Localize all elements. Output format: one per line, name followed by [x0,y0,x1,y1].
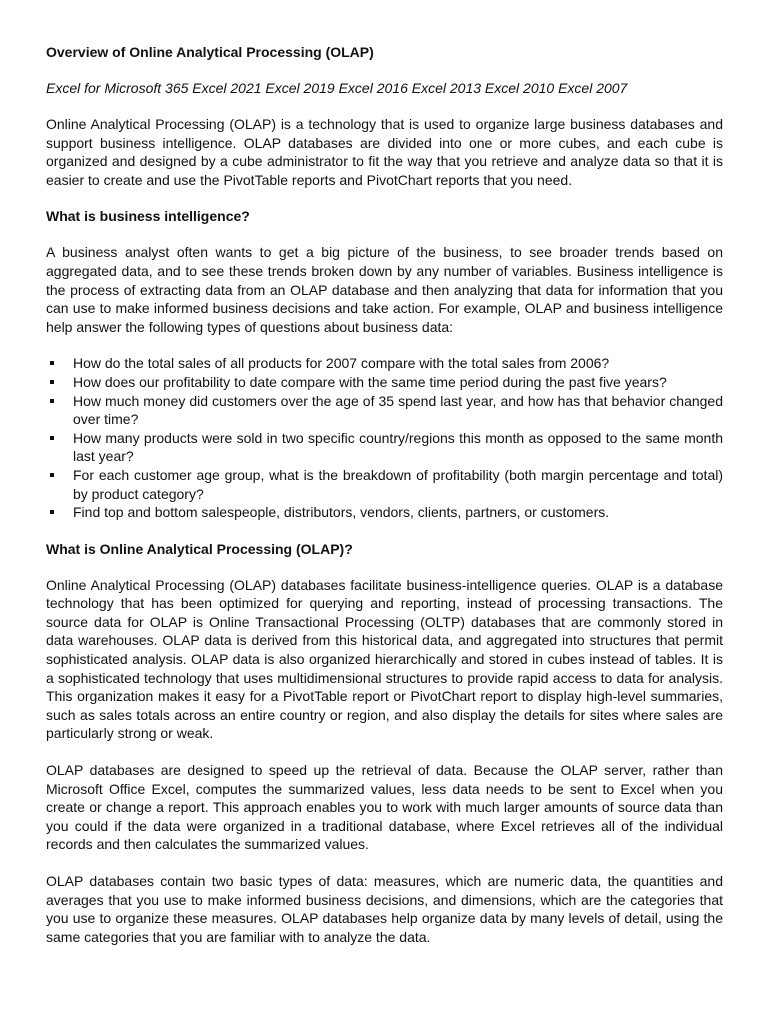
bullet-icon [50,436,54,440]
bullet-icon [50,473,54,477]
document-title: Overview of Online Analytical Processing (OLAP) [46,44,374,60]
list-item [46,503,723,522]
question-list [46,354,723,521]
intro-paragraph: Online Analytical Processing (OLAP) is a technology that is used to organize large business databases and support business intelligence. OLAP databases are divided into one or more cubes, and each cube is organized and designed by a cube administrator to fit the way that you retrieve and analyze data so that it is easier to create and use the PivotTable reports and PivotChart reports that you need. [46,116,723,188]
bullet-icon [50,510,54,514]
list-item [46,373,723,392]
list-item-text: How many products were sold in two specific country/regions this month as opposed to the same month last year? [73,429,723,465]
bullet-icon [50,399,54,403]
bullet-icon [50,361,54,365]
bullet-icon [50,380,54,384]
list-item-text: For each customer age group, what is the breakdown of profitability (both margin percentage and total) by product category? [73,466,723,502]
olap-paragraph-3: OLAP databases contain two basic types of data: measures, which are numeric data, the quantities and averages that you use to make informed business decisions, and dimensions, which are the categories that you use to organize these measures. OLAP databases help organize data by many levels of detail, using the same categories that you are familiar with to analyze the data. [46,873,723,945]
olap-paragraph-1: Online Analytical Processing (OLAP) databases facilitate business-intelligence queries. OLAP is a database technology that has been optimized for querying and reporting, instead of processing transactions. The source data for OLAP is Online Transactional Processing (OLTP) databases that are commonly stored in data warehouses. OLAP data is derived from this historical data, and aggregated into structures that permit sophisticated analysis. OLAP data is also organized hierarchically and stored in cubes instead of tables. It is a sophisticated technology that uses multidimensional structures to provide rapid access to data for analysis. This organization makes it easy for a PivotTable report or PivotChart report to display high-level summaries, such as sales totals across an entire country or region, and also display the details for sites where sales are particularly strong or weak. [46,576,723,742]
olap-paragraph-2: OLAP databases are designed to speed up the retrieval of data. Because the OLAP server, rather than Microsoft Office Excel, computes the summarized values, less data needs to be sent to Excel when you create or change a report. This approach enables you to work with much larger amounts of source data than you could if the data were organized in a traditional database, where Excel retrieves all of the individual records and then calculates the summarized values. [46,762,723,853]
list-item-text: How does our profitability to date compare with the same time period during the past five years? [73,373,667,390]
section-heading-business-intelligence: What is business intelligence? [46,208,250,225]
list-item [46,466,723,503]
list-item [46,429,723,466]
list-item-text: How do the total sales of all products for 2007 compare with the total sales from 2006? [73,355,610,372]
applies-to-versions: Excel for Microsoft 365 Excel 2021 Excel 2019 Excel 2016 Excel 2013 Excel 2010 Excel 2007 [46,80,628,96]
section-heading-olap: What is Online Analytical Processing (OLAP)? [46,540,353,557]
list-item [46,392,723,429]
list-item-text: Find top and bottom salespeople, distributors, vendors, clients, partners, or customers. [73,504,610,521]
business-intelligence-paragraph: A business analyst often wants to get a big picture of the business, to see broader trends based on aggregated data, and to see these trends broken down by any number of variables. Business intelligence is the process of extracting data from an OLAP database and then analyzing that data for information that you can use to make informed business decisions and take action. For example, OLAP and business intelligence help answer the following types of questions about business data: [46,244,723,335]
list-item [46,354,723,373]
list-item-text: How much money did customers over the age of 35 spend last year, and how has that behavior changed over time? [73,392,723,428]
